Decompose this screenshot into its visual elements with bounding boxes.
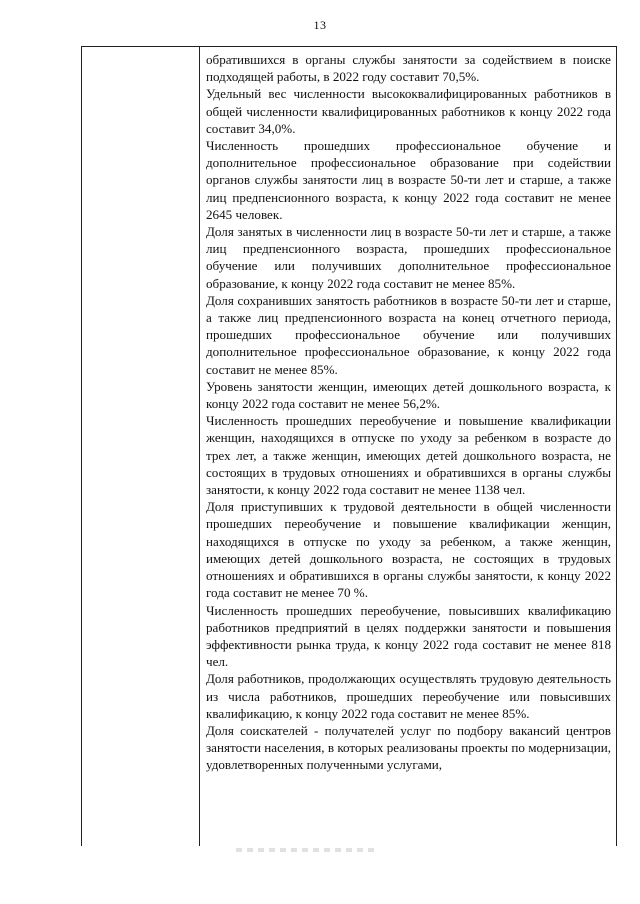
scan-smudge xyxy=(236,848,376,852)
paragraph-training-50-plus: Численность прошедших профессиональное обучение и дополнительное профессиональное образование при содействии органов службы занятости лиц в возрасте 50-ти лет и старше, а также лиц предпенсионного возраста, к концу 2022 года составит не менее 2645 человек. xyxy=(206,138,611,222)
paragraph-enterprise-retraining: Численность прошедших переобучение, повысивших квалификацию работников предприятий в целях поддержки занятости и повышения эффективности рынка труда, к концу 2022 года составит не менее 818 чел. xyxy=(206,602,611,670)
paragraph-women-retraining: Численность прошедших переобучение и повышение квалификации женщин, находящихся в отпуске по уходу за ребенком в возрасте до трех лет, а также женщин, имеющих детей дошкольного возраста, не состоящих в трудовых отношениях и обратившихся в органы службы занятости, к концу 2022 года составит не менее 1138 чел. xyxy=(206,413,611,498)
paragraph-employed-50-plus: Доля занятых в численности лиц в возрасте 50-ти лет и старше, а также лиц предпенсионного возраста, прошедших профессиональное обучение или получивших дополнительное профессиональное образование, к концу 2022 года составит не менее 85%. xyxy=(206,224,611,291)
document-table xyxy=(81,46,617,846)
paragraph-jobseekers-satisfied: Доля соискателей - получателей услуг по подбору вакансий центров занятости населения, в которых реализованы проекты по модернизации, удовлетворенных полученными услугами, xyxy=(206,722,611,773)
table-right-column xyxy=(200,47,616,774)
paragraph-retained-50-plus: Доля сохранивших занятость работников в возрасте 50-ти лет и старше, а также лиц предпенсионного возраста на конец отчетного периода, прошедших профессиональное обучение или получивших дополнительное профессиональное образование, к концу 2022 года составит не менее 85%. xyxy=(206,292,611,377)
page-number: 13 xyxy=(313,18,327,32)
paragraph-high-qualified-share: Удельный вес численности высококвалифицированных работников в общей численности квалифицированных работников к концу 2022 года составит 34,0%. xyxy=(206,86,611,136)
paragraph-employment-share: обратившихся в органы службы занятости за содействием в поиске подходящей работы, в 2022 году составит 70,5%. xyxy=(206,52,611,85)
paragraph-women-employment: Уровень занятости женщин, имеющих детей дошкольного возраста, к концу 2022 года составит не менее 56,2%. xyxy=(206,378,611,412)
paragraph-women-started-work: Доля приступивших к трудовой деятельности в общей численности прошедших переобучение и повышение квалификации женщин, находящихся в отпуске по уходу за ребенком, а также женщин, имеющих детей дошкольного возраста, не состоящих в трудовых отношениях и обратившихся в органы службы занятости, к концу 2022 года составит не менее 70 %. xyxy=(206,499,611,601)
paragraph-workers-continuing: Доля работников, продолжающих осуществлять трудовую деятельность из числа работников, прошедших переобучение или повысивших квалификацию, к концу 2022 года составит не менее 85%. xyxy=(206,671,611,721)
table-left-column xyxy=(82,47,200,846)
